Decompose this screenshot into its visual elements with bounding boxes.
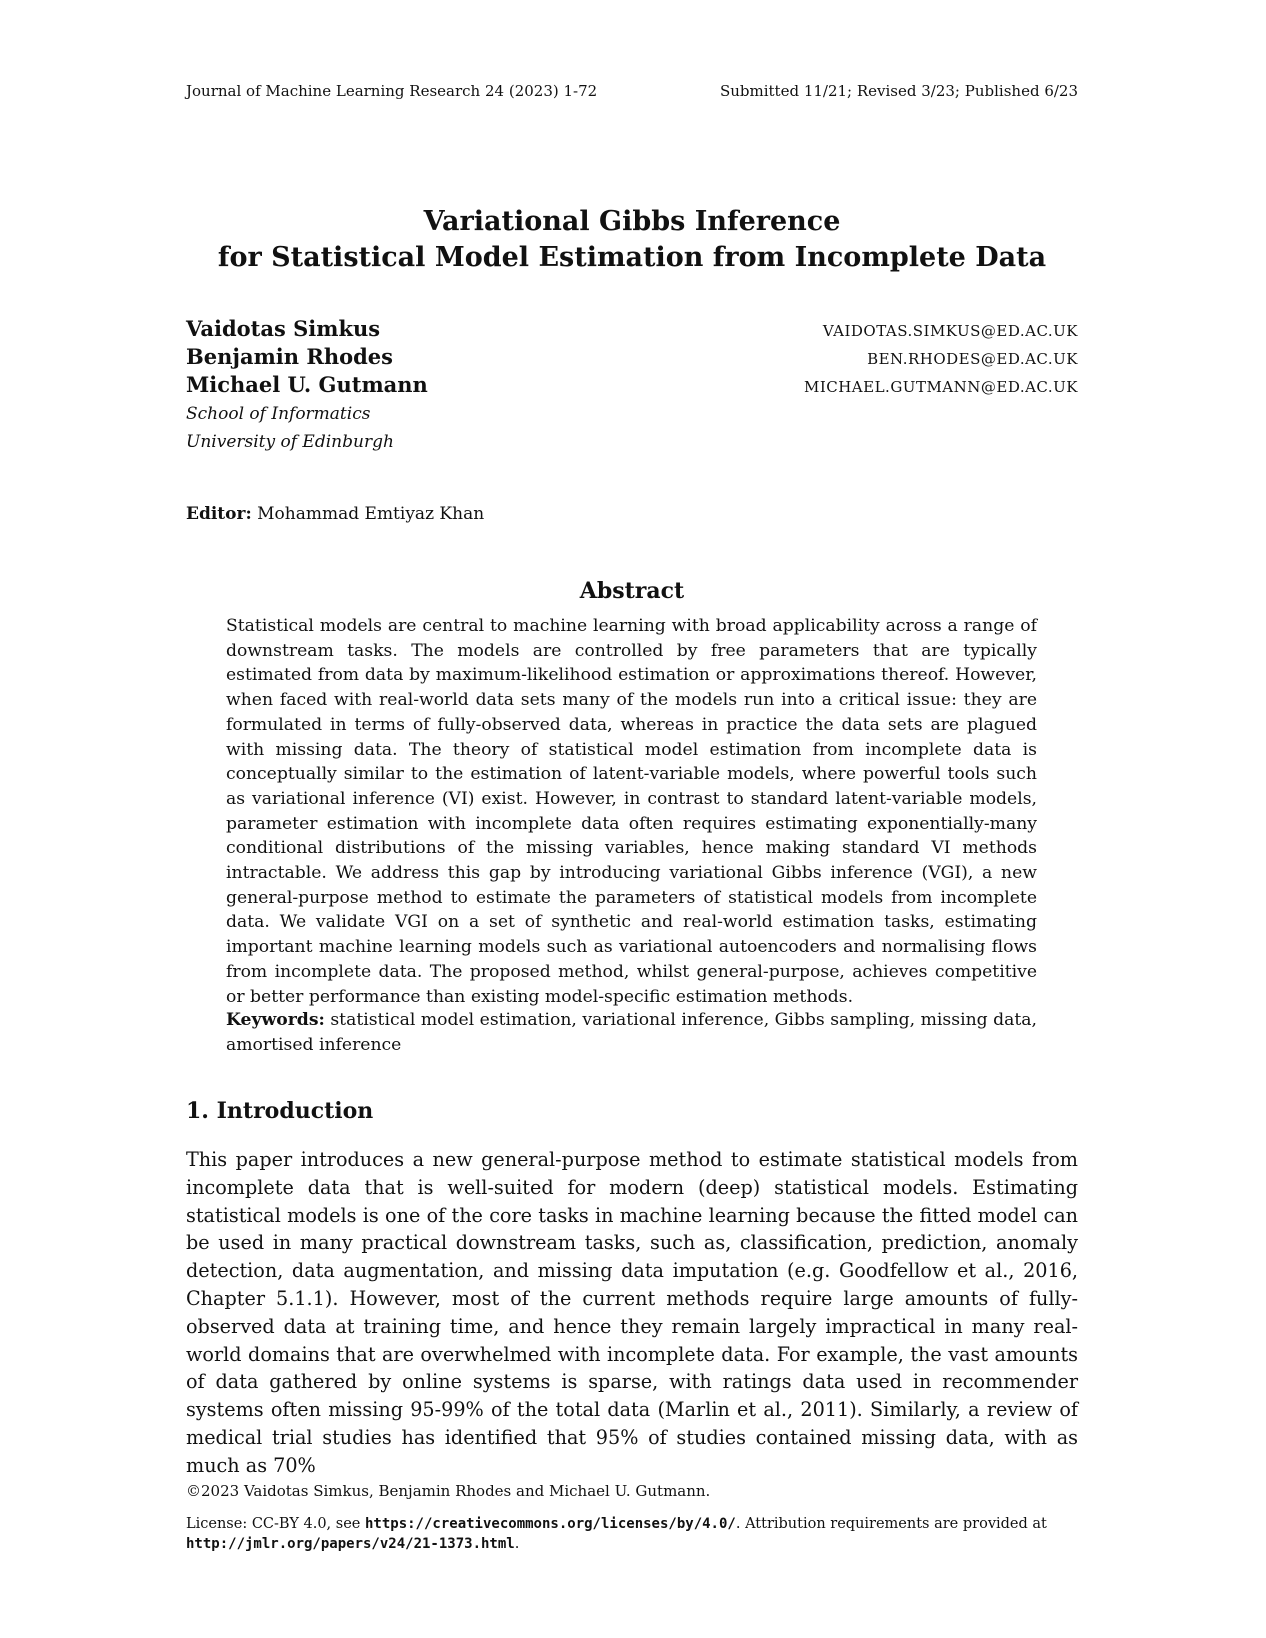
license-prefix: License: CC-BY 4.0, see xyxy=(186,1516,365,1532)
running-header xyxy=(186,82,1078,100)
author-name: Michael U. Gutmann xyxy=(186,372,428,397)
paper-title xyxy=(186,204,1078,276)
affiliation-school: School of Informatics xyxy=(186,404,371,424)
keywords xyxy=(226,1008,1037,1057)
license-link[interactable]: https://creativecommons.org/licenses/by/4.0/ xyxy=(364,1516,736,1532)
copyright-notice: ©2023 Vaidotas Simkus, Benjamin Rhodes and Michael U. Gutmann. xyxy=(186,1482,711,1500)
introduction-text: This paper introduces a new general-purpose method to estimate statistical models from incomplete data that is well-suited for modern (deep) statistical models. Estimating statistical models is one of the core tasks in machine learning because the fitted model can be used in many practical downstream tasks, such as, classification, prediction, anomaly detection, data augmentation, and missing data imputation (e.g. Goodfellow et al., 2016, Chapter 5.1.1). However, most of the current methods require large amounts of fully-observed data at training time, and hence they remain largely impractical in many real-world domains that are overwhelmed with incomplete data. For example, the vast amounts of data gathered by online systems is sparse, with ratings data used in recommender systems often missing 95-99% of the total data (Marlin et al., 2011). Similarly, a review of medical trial studies has identified that 95% of studies contained missing data, with as much as 70% xyxy=(186,1148,1078,1477)
title-line-1: Variational Gibbs Inference xyxy=(423,206,841,237)
paper-link[interactable]: http://jmlr.org/papers/v24/21-1373.html xyxy=(186,1536,515,1552)
author-name: Benjamin Rhodes xyxy=(186,344,393,369)
affiliation-university: University of Edinburgh xyxy=(186,432,394,452)
section-heading-introduction: 1. Introduction xyxy=(186,1098,374,1124)
abstract-text: Statistical models are central to machine learning with broad applicability across a range of downstream tasks. The models are controlled by free parameters that are typically estimated from data by maximum-likelihood estimation or approximations thereof. However, when faced with real-world data sets many of the models run into a critical issue: they are formulated in terms of fully-observed data, whereas in practice the data sets are plagued with missing data. The theory of statistical model estimation from incomplete data is conceptually similar to the estimation of latent-variable models, where powerful tools such as variational inference (VI) exist. However, in contrast to standard latent-variable models, parameter estimation with incomplete data often requires estimating exponentially-many conditional distributions of the missing variables, hence making standard VI methods intractable. We address this gap by introducing variational Gibbs inference (VGI), a new general-purpose method to estimate the parameters of statistical models from incomplete data. We validate VGI on a set of synthetic and real-world estimation tasks, estimating important machine learning models such as variational autoencoders and normalising flows from incomplete data. The proposed method, whilst general-purpose, achieves competitive or better performance than existing model-specific estimation methods. xyxy=(226,616,1037,1007)
journal-citation: Journal of Machine Learning Research 24 (2023) 1-72 xyxy=(186,82,598,100)
author-email[interactable]: MICHAEL.GUTMANN@ED.AC.UK xyxy=(803,378,1078,396)
editor-line xyxy=(186,504,484,524)
author-email[interactable]: VAIDOTAS.SIMKUS@ED.AC.UK xyxy=(822,322,1078,340)
keywords-label: Keywords: xyxy=(226,1010,325,1030)
author-row xyxy=(186,316,1078,344)
author-row xyxy=(186,372,1078,400)
license-suffix: . xyxy=(514,1536,520,1552)
author-block xyxy=(186,316,1078,456)
license-notice xyxy=(186,1514,1078,1554)
author-email[interactable]: BEN.RHODES@ED.AC.UK xyxy=(867,350,1078,368)
author-name: Vaidotas Simkus xyxy=(186,316,381,341)
keywords-list: statistical model estimation, variational inference, Gibbs sampling, missing data, amortised inference xyxy=(226,1010,1038,1055)
editor-label: Editor: xyxy=(186,504,252,524)
abstract-heading: Abstract xyxy=(579,578,685,604)
license-middle: . Attribution requirements are provided at xyxy=(735,1516,1047,1532)
author-row xyxy=(186,344,1078,372)
editor-name: Mohammad Emtiyaz Khan xyxy=(257,504,485,524)
submission-dates: Submitted 11/21; Revised 3/23; Published 6/23 xyxy=(719,82,1078,100)
title-line-2: for Statistical Model Estimation from Incomplete Data xyxy=(217,242,1047,273)
